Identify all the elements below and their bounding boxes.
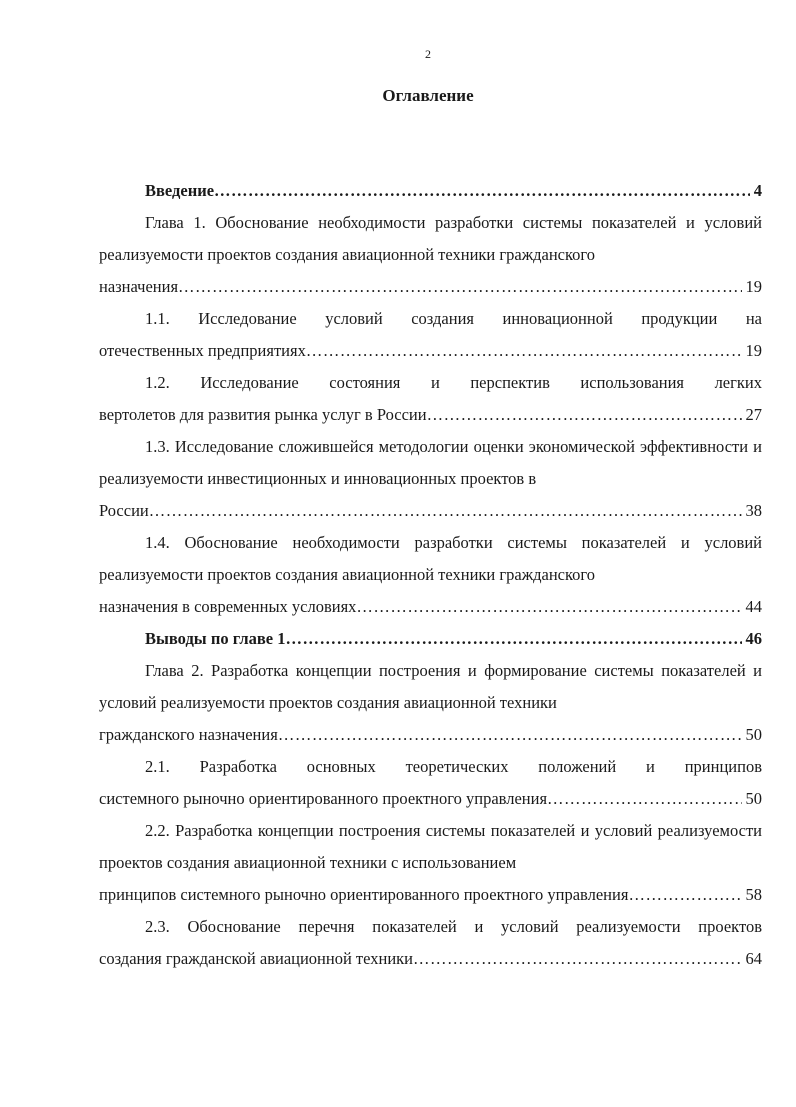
toc-entry-page: 44	[745, 597, 762, 616]
toc-entry-section-1-4[interactable]	[99, 527, 762, 623]
toc-entry-page: 64	[745, 949, 762, 968]
leader-dots	[413, 943, 742, 975]
toc-entry-page: 19	[745, 277, 762, 296]
toc-entry-title: Глава 2. Разработка концепции построения и формирование системы показателей и условий реализуемости проектов создания авиационной техники	[99, 661, 762, 712]
leader-dots	[427, 399, 742, 431]
table-of-contents	[99, 175, 762, 975]
toc-entry-introduction[interactable]	[99, 175, 762, 207]
toc-entry-section-2-3[interactable]	[99, 911, 762, 975]
toc-entry-title: 1.3. Исследование сложившейся методологии оценки экономической эффективности и реализуемости инвестиционных и инновационных проектов в	[99, 437, 762, 488]
toc-entry-title-end: принципов системного рыночно ориентированного проектного управления	[99, 885, 629, 904]
toc-entry-title-end: гражданского назначения	[99, 725, 278, 744]
leader-dots	[278, 719, 742, 751]
toc-entry-section-1-1[interactable]	[99, 303, 762, 367]
toc-entry-section-1-2[interactable]	[99, 367, 762, 431]
toc-entry-section-2-1[interactable]	[99, 751, 762, 815]
leader-dots	[178, 271, 741, 303]
toc-entry-title: 1.4. Обоснование необходимости разработки системы показателей и условий реализуемости проектов создания авиационной техники гражданского	[99, 533, 762, 584]
toc-entry-page: 4	[753, 181, 762, 200]
toc-entry-chapter-1-conclusions[interactable]	[99, 623, 762, 655]
toc-entry-page: 38	[745, 501, 762, 520]
leader-dots	[149, 495, 742, 527]
toc-entry-title-end: назначения	[99, 277, 179, 296]
leader-dots	[285, 623, 741, 655]
toc-entry-title: 2.3. Обоснование перечня показателей и условий реализуемости проектов	[145, 917, 762, 936]
leader-dots	[628, 879, 741, 911]
toc-entry-title: 1.1. Исследование условий создания инновационной продукции на	[145, 309, 762, 328]
toc-entry-page: 46	[745, 629, 762, 648]
toc-entry-title: Введение	[145, 181, 215, 200]
toc-entry-title-end: вертолетов для развития рынка услуг в России	[99, 405, 427, 424]
toc-entry-page: 50	[745, 789, 762, 808]
toc-entry-chapter-2[interactable]	[99, 655, 762, 751]
toc-entry-section-2-2[interactable]	[99, 815, 762, 911]
toc-entry-title-end: отечественных предприятиях	[99, 341, 306, 360]
toc-entry-title-end: назначения в современных условиях	[99, 597, 357, 616]
toc-entry-title-end: создания гражданской авиационной техники	[99, 949, 413, 968]
leader-dots	[356, 591, 741, 623]
toc-entry-title-end: России	[99, 501, 149, 520]
toc-entry-page: 19	[745, 341, 762, 360]
toc-title: Оглавление	[382, 86, 474, 105]
toc-entry-page: 50	[745, 725, 762, 744]
leader-dots	[306, 335, 742, 367]
toc-entry-title: 1.2. Исследование состояния и перспектив использования легких	[145, 373, 762, 392]
leader-dots	[214, 175, 750, 207]
toc-entry-page: 27	[745, 405, 762, 424]
leader-dots	[547, 783, 741, 815]
toc-entry-title: 2.1. Разработка основных теоретических положений и принципов	[145, 757, 762, 776]
toc-entry-chapter-1[interactable]	[99, 207, 762, 303]
toc-entry-title: 2.2. Разработка концепции построения системы показателей и условий реализуемости проектов создания авиационной техники с использованием	[99, 821, 762, 872]
toc-entry-title-end: системного рыночно ориентированного проектного управления	[99, 789, 548, 808]
toc-entry-title: Выводы по главе 1	[145, 629, 286, 648]
page-number: 2	[425, 47, 431, 61]
toc-entry-section-1-3[interactable]	[99, 431, 762, 527]
toc-entry-page: 58	[745, 885, 762, 904]
toc-entry-title: Глава 1. Обоснование необходимости разработки системы показателей и условий реализуемости проектов создания авиационной техники гражданского	[99, 213, 762, 264]
